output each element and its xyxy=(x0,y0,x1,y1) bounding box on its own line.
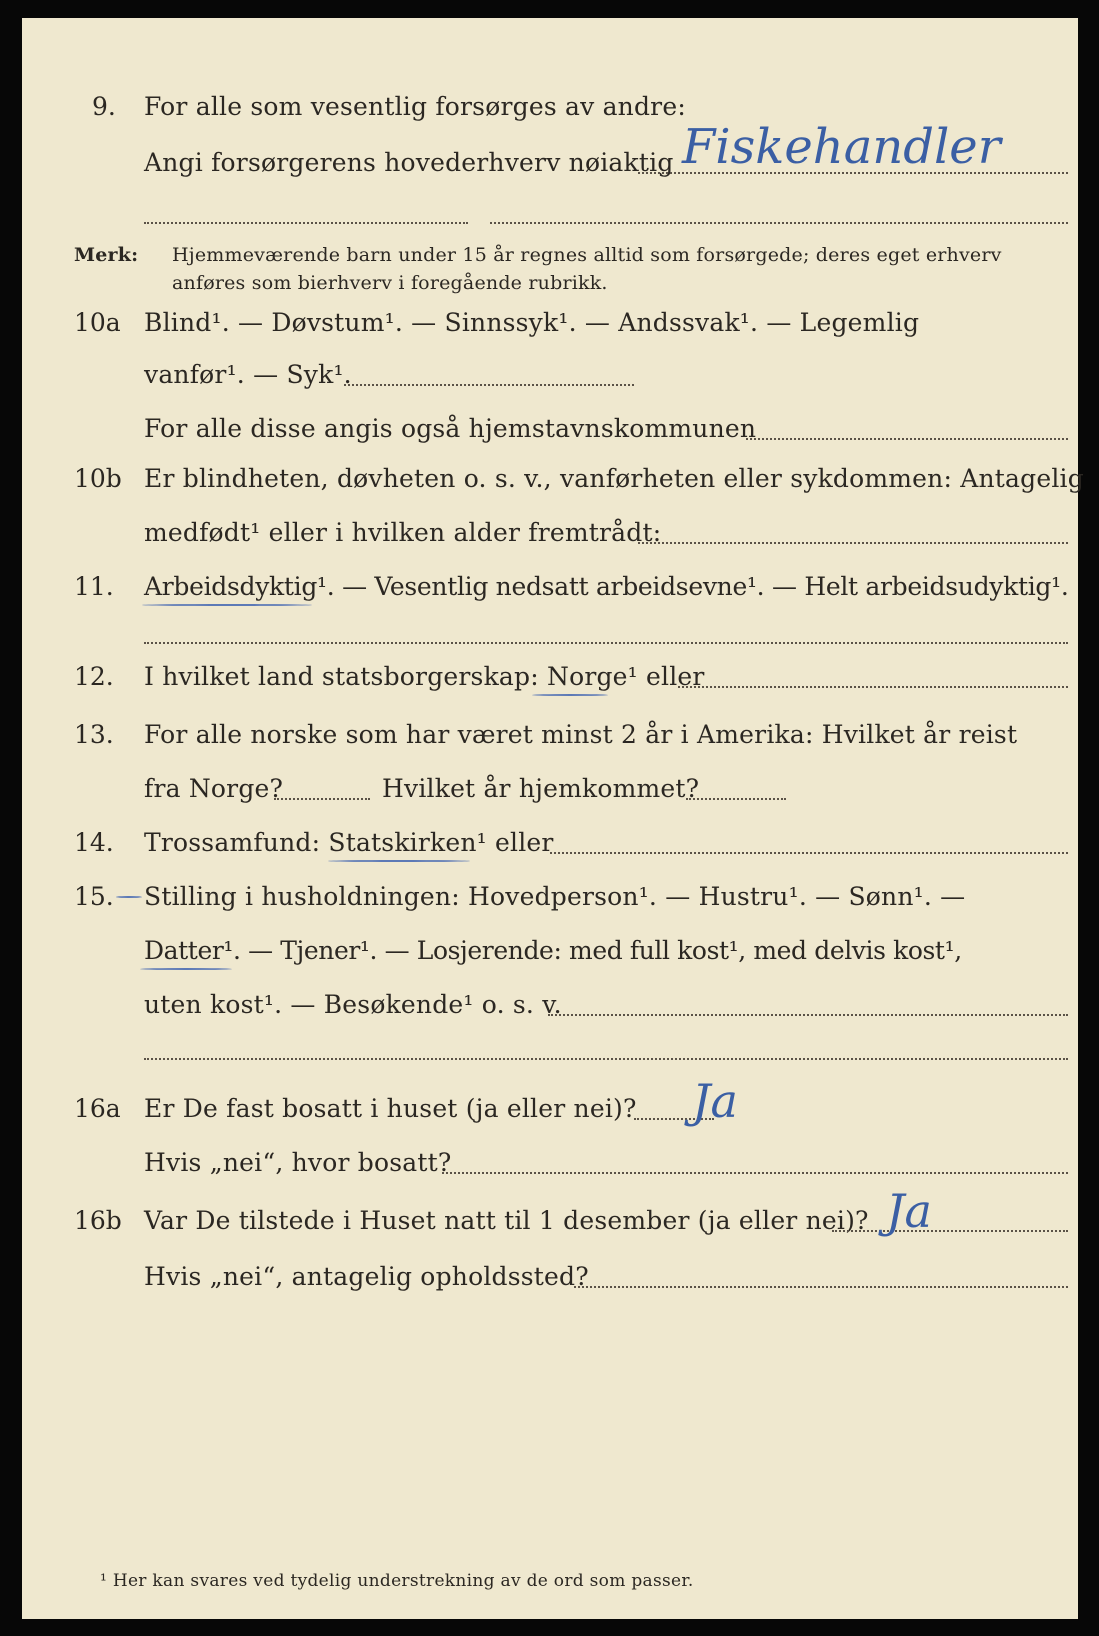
q10a-syk-line xyxy=(344,384,634,386)
q10a-kommune-line xyxy=(746,438,1068,440)
q9-number: 9. xyxy=(92,92,116,121)
q16b-handwritten-answer: Ja xyxy=(886,1184,932,1238)
q14-handwritten-underline xyxy=(328,860,470,862)
q16a-line2: Hvis „nei“, hvor bosatt? xyxy=(144,1148,452,1177)
footnote: ¹ Her kan svares ved tydelig understrekning av de ord som passer. xyxy=(100,1571,694,1591)
q13-hjemkommet-line xyxy=(686,798,786,800)
q16b-opholdssted-line xyxy=(574,1286,1068,1288)
q15-line3: uten kost¹. — Besøkende¹ o. s. v. xyxy=(144,990,562,1019)
q11-number: 11. xyxy=(74,572,114,601)
q10a-line1: Blind¹. — Døvstum¹. — Sinnssyk¹. — Andssvak¹. — Legemlig xyxy=(144,308,920,337)
q9-line2: Angi forsørgerens hovederhverv nøiaktig xyxy=(144,148,674,177)
q10a-line2: vanfør¹. — Syk¹. xyxy=(144,360,352,389)
q16a-bosatt-line xyxy=(442,1172,1068,1174)
q9-line1: For alle som vesentlig forsørges av andre: xyxy=(144,92,686,121)
q10a-line3: For alle disse angis også hjemstavnskommunen xyxy=(144,414,757,443)
merk-label: Merk: xyxy=(74,244,139,266)
q10b-number: 10b xyxy=(74,464,122,493)
q10a-number: 10a xyxy=(74,308,121,337)
q13-reist-line xyxy=(274,798,370,800)
q10b-answer-line xyxy=(638,542,1068,544)
q15-extra-line xyxy=(144,1058,1068,1060)
q16b-line2: Hvis „nei“, antagelig opholdssted? xyxy=(144,1262,589,1291)
census-form-page xyxy=(22,18,1084,1619)
q9-extra-line-right xyxy=(490,222,1068,224)
q15-answer-line xyxy=(548,1014,1068,1016)
merk-line2: anføres som bierhverv i foregående rubrikk. xyxy=(172,272,608,294)
q15-line2: Datter¹. — Tjener¹. — Losjerende: med full kost¹, med delvis kost¹, xyxy=(144,936,962,965)
q13-line1: For alle norske som har været minst 2 år i Amerika: Hvilket år reist xyxy=(144,720,1018,749)
q11-extra-line xyxy=(144,642,1068,644)
q16b-number: 16b xyxy=(74,1206,122,1235)
q13-number: 13. xyxy=(74,720,114,749)
q12-handwritten-underline xyxy=(532,694,608,696)
q14-number: 14. xyxy=(74,828,114,857)
q12-answer-line xyxy=(678,686,1068,688)
q9-extra-line-left xyxy=(144,222,468,224)
q10b-line2: medfødt¹ eller i hvilken alder fremtrådt: xyxy=(144,518,662,547)
q14-line1: Trossamfund: Statskirken¹ eller xyxy=(144,828,554,857)
q13-line2b: Hvilket år hjemkommet? xyxy=(382,774,700,803)
q9-handwritten-answer: Fiskehandler xyxy=(682,119,1001,175)
q16b-answer-line xyxy=(832,1230,1068,1232)
q12-number: 12. xyxy=(74,662,114,691)
q13-line2a: fra Norge? xyxy=(144,774,284,803)
q16a-number: 16a xyxy=(74,1094,121,1123)
q14-answer-line xyxy=(550,852,1068,854)
q16a-line1: Er De fast bosatt i huset (ja eller nei)? xyxy=(144,1094,637,1123)
q11-line1: Arbeidsdyktig¹. — Vesentlig nedsatt arbeidsevne¹. — Helt arbeidsudyktig¹. xyxy=(144,572,1069,601)
q16b-line1: Var De tilstede i Huset natt til 1 desember (ja eller nei)? xyxy=(144,1206,869,1235)
q15-line1: Stilling i husholdningen: Hovedperson¹. — Hustru¹. — Sønn¹. — xyxy=(144,882,966,911)
q15-handwritten-mark xyxy=(116,896,142,898)
q12-line1: I hvilket land statsborgerskap: Norge¹ eller xyxy=(144,662,705,691)
q15-handwritten-underline xyxy=(140,968,232,970)
q16a-handwritten-answer: Ja xyxy=(692,1074,738,1128)
merk-line1: Hjemmeværende barn under 15 år regnes alltid som forsørgede; deres eget erhverv xyxy=(172,244,1002,266)
q11-handwritten-underline xyxy=(142,604,312,606)
q10b-line1: Er blindheten, døvheten o. s. v., vanførheten eller sykdommen: Antagelig xyxy=(144,464,1084,493)
q15-number: 15. xyxy=(74,882,114,911)
